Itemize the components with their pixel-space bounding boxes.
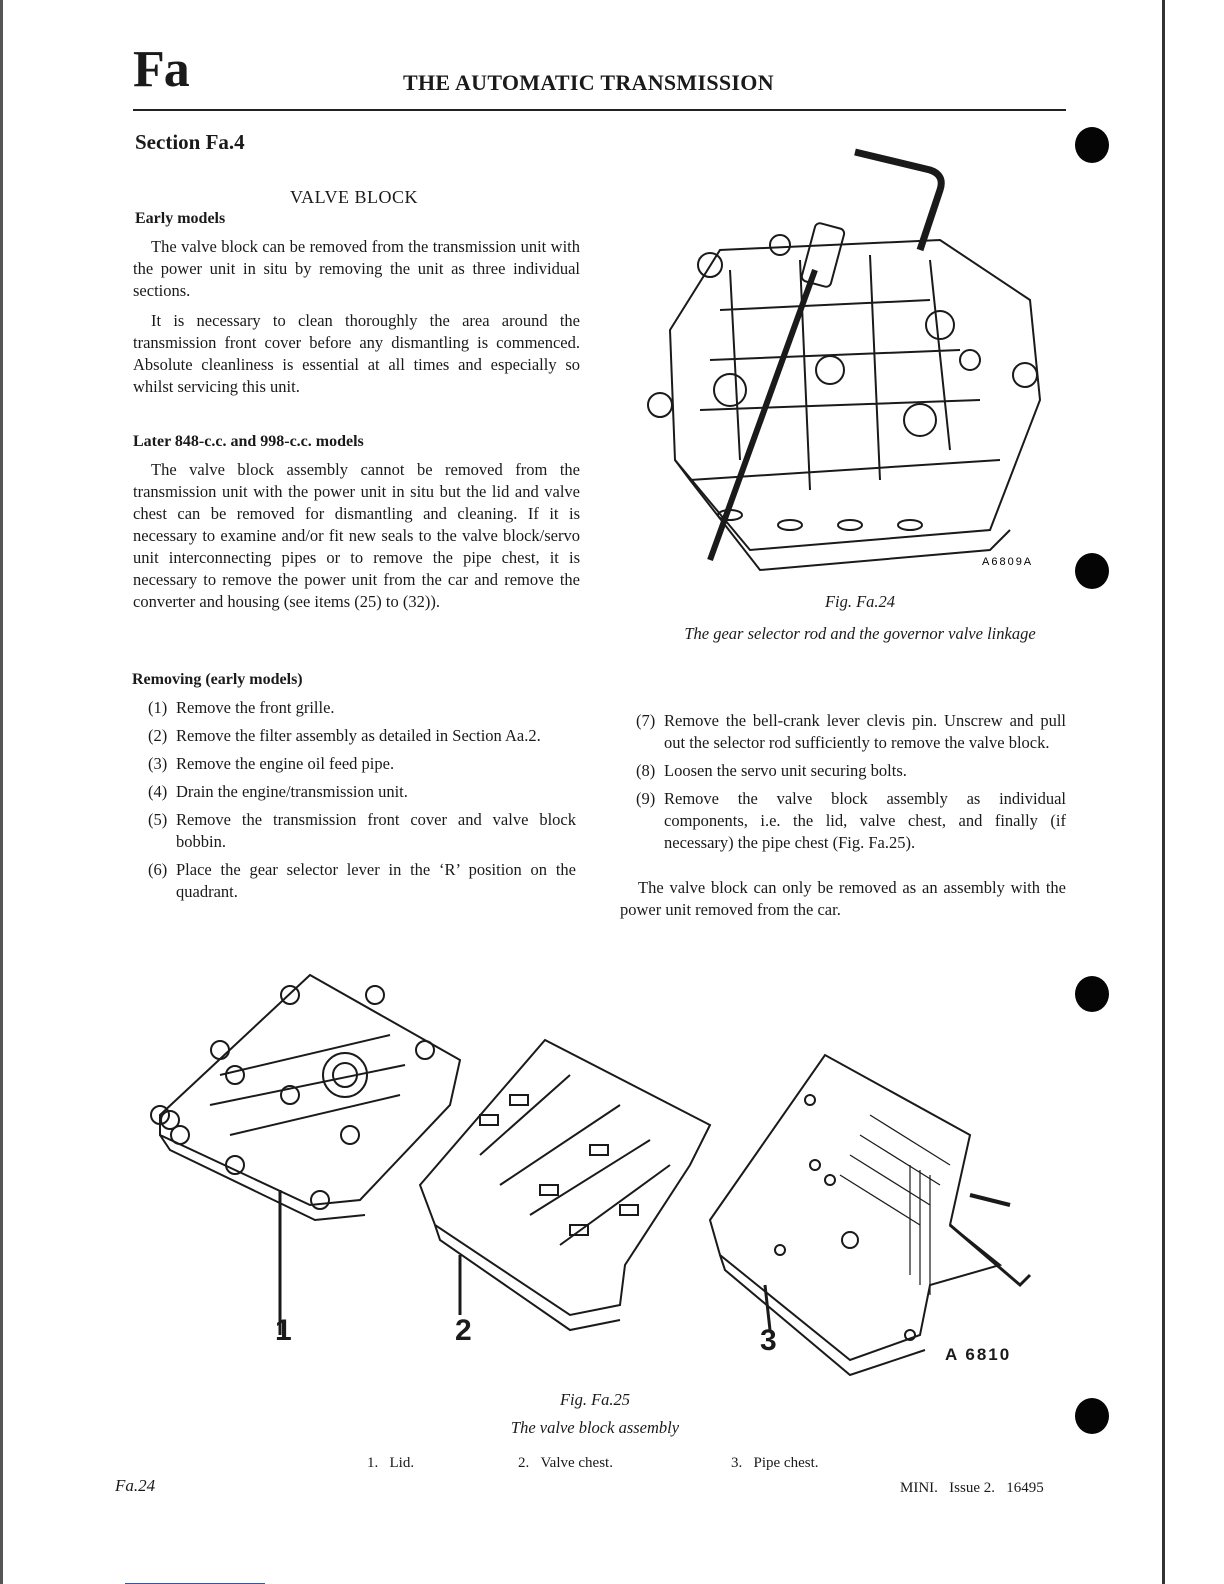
- binder-hole-icon: [1075, 976, 1109, 1012]
- lid-drawing: [151, 975, 460, 1335]
- step-text: Loosen the servo unit securing bolts.: [664, 761, 907, 780]
- fig-24-caption: The gear selector rod and the governor valve linkage: [684, 624, 1036, 643]
- legend-text: Pipe chest.: [753, 1455, 819, 1471]
- header-divider: [133, 109, 1066, 111]
- step-number: (6): [148, 860, 168, 879]
- step-number: (1): [148, 698, 168, 717]
- step-text: Remove the front grille.: [176, 698, 335, 717]
- list-item: [636, 788, 1066, 854]
- publication-name: MINI.: [900, 1480, 938, 1496]
- issue-number: Issue 2.: [949, 1480, 995, 1496]
- fig-24-illustration: [630, 130, 1050, 575]
- closing-note: The valve block can only be removed as an assembly with the power unit removed from the car.: [620, 878, 1066, 919]
- fig-25-illustration: [150, 965, 1050, 1385]
- binder-hole-icon: [1075, 1398, 1109, 1434]
- list-item: [636, 760, 1066, 782]
- closing-note-block: [620, 877, 1066, 929]
- removal-steps-left: [148, 697, 576, 909]
- footer-publication: [900, 1480, 1044, 1497]
- paragraph: The valve block can be removed from the transmission unit with the power unit in situ by removing the unit as three individual sections.: [133, 237, 580, 300]
- section-subject: VALVE BLOCK: [290, 187, 419, 207]
- page-title: THE AUTOMATIC TRANSMISSION: [403, 70, 774, 95]
- step-number: (7): [636, 711, 656, 730]
- legend-number: 3.: [731, 1455, 743, 1471]
- early-models-heading: Early models: [135, 210, 226, 227]
- list-item: [636, 710, 1066, 754]
- step-text: Remove the filter assembly as detailed in Section Aa.2.: [176, 726, 541, 745]
- page-number: Fa.24: [115, 1476, 156, 1495]
- list-item: [148, 859, 576, 903]
- later-models-heading: Later 848-c.c. and 998-c.c. models: [133, 433, 364, 450]
- figure-ref-code: A 6810: [945, 1345, 1012, 1364]
- step-text: Remove the transmission front cover and valve block bobbin.: [176, 810, 576, 851]
- step-number: (5): [148, 810, 168, 829]
- paragraph: The valve block assembly cannot be removed from the transmission unit with the power unit in situ but the lid and valve chest can be removed for dismantling and cleaning. If it is necessary to examine and/or fit new seals to the valve block/servo unit interconnecting pipes or to remove the pipe chest, it is necessary to remove the power unit from the car and remove the converter and housing (see items (25) to (32)).: [133, 460, 580, 611]
- section-title: Section Fa.4: [135, 130, 245, 154]
- legend-text: Valve chest.: [540, 1455, 613, 1471]
- binder-hole-icon: [1075, 553, 1109, 589]
- legend-number: 2.: [518, 1455, 530, 1471]
- callout-1: 1: [275, 1314, 292, 1347]
- removal-steps-right: [636, 710, 1066, 860]
- page-left-edge: [0, 0, 3, 1584]
- list-item: [148, 753, 576, 775]
- binder-hole-icon: [1075, 127, 1109, 163]
- removing-heading: Removing (early models): [132, 671, 303, 688]
- valve-chest-drawing: [420, 1040, 710, 1330]
- fig-25-legend-item: [518, 1455, 613, 1472]
- fig-24-label: Fig. Fa.24: [824, 592, 896, 611]
- figure-ref-code: A6809A: [982, 556, 1034, 568]
- step-number: (9): [636, 789, 656, 808]
- later-models-text: [133, 459, 580, 621]
- step-number: (4): [148, 782, 168, 801]
- fig-25-caption: The valve block assembly: [510, 1418, 680, 1437]
- callout-2: 2: [455, 1314, 472, 1347]
- fig-25-legend-item: [367, 1455, 414, 1472]
- step-text: Remove the engine oil feed pipe.: [176, 754, 395, 773]
- step-number: (3): [148, 754, 168, 773]
- paragraph: It is necessary to clean thoroughly the area around the transmission front cover before any dismantling is commenced. Absolute cleanliness is essential at all times and especially so whilst servicing this unit.: [133, 311, 580, 396]
- step-text: Drain the engine/transmission unit.: [176, 782, 408, 801]
- step-number: (2): [148, 726, 168, 745]
- step-text: Remove the bell-crank lever clevis pin. Unscrew and pull out the selector rod sufficiently to remove the valve block.: [664, 711, 1066, 752]
- list-item: [148, 781, 576, 803]
- list-item: [148, 809, 576, 853]
- step-number: (8): [636, 761, 656, 780]
- step-text: Remove the valve block assembly as individual components, i.e. the lid, valve chest, and finally (if necessary) the pipe chest (Fig. Fa.25).: [664, 789, 1066, 852]
- list-item: [148, 697, 576, 719]
- page-right-edge: [1162, 0, 1165, 1584]
- list-item: [148, 725, 576, 747]
- pipe-chest-drawing: [710, 1055, 1030, 1375]
- fig-25-label: Fig. Fa.25: [559, 1390, 631, 1409]
- section-code: Fa: [133, 41, 189, 98]
- reference-number: 16495: [1006, 1480, 1044, 1496]
- fig-25-legend-item: [731, 1455, 819, 1472]
- legend-number: 1.: [367, 1455, 379, 1471]
- early-models-text: [133, 236, 580, 406]
- legend-text: Lid.: [389, 1455, 415, 1471]
- callout-3: 3: [760, 1324, 777, 1357]
- step-text: Place the gear selector lever in the ‘R’ position on the quadrant.: [176, 860, 576, 901]
